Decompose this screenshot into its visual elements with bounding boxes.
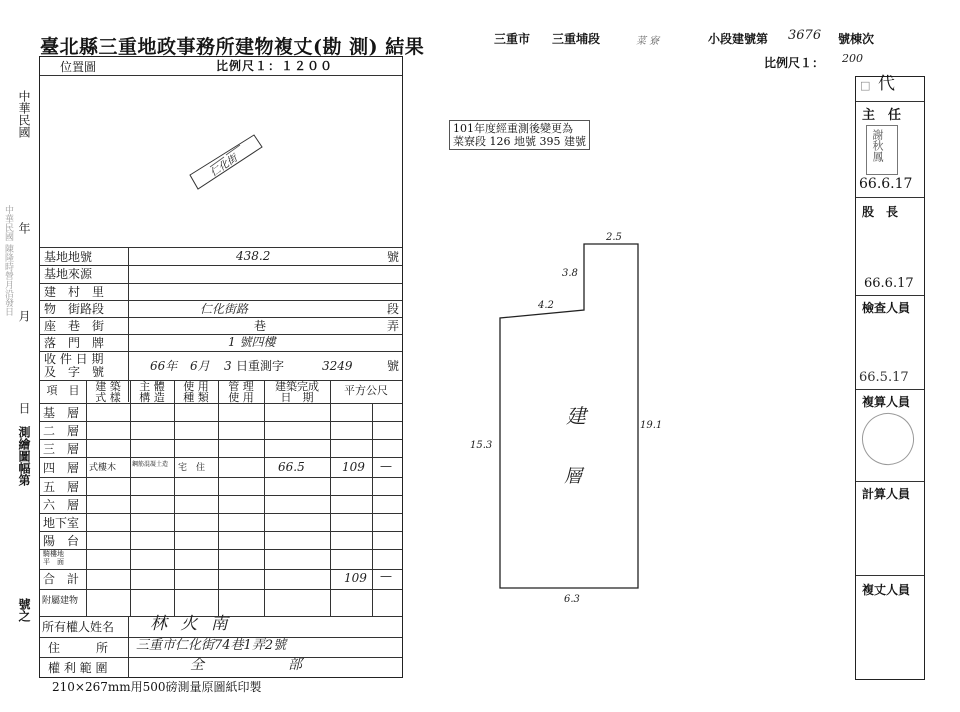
approval-date-2: 66.6.17	[864, 276, 914, 291]
door-label: 落 門 牌	[44, 336, 105, 350]
plan-scale: 比例尺１：	[764, 56, 825, 70]
side-label-republic: 中華民國	[17, 90, 31, 138]
approval-box1-corner: □	[860, 79, 871, 92]
dim-top: 2.5	[606, 232, 622, 243]
side-label-survey-sheet: 測繪圖幅第	[17, 426, 31, 486]
dim-left: 15.3	[470, 440, 493, 451]
floor-row-arcade: 騎樓地 平 面	[43, 550, 64, 566]
remeasure-note-line2: 菜寮段 126 地號 395 建號	[453, 135, 586, 148]
side-label-day: 日	[17, 402, 31, 414]
floor4-area: 109	[342, 460, 365, 474]
form-title: 臺北縣三重地政事務所建物複丈(勘 測) 結果	[40, 36, 425, 58]
receipt-label-2: 及 字 號	[44, 365, 105, 379]
side-label-year: 年	[17, 222, 31, 234]
calc-label: 計算人員	[862, 487, 911, 501]
road-label: 物 街路段	[44, 302, 105, 316]
dim-right: 19.1	[640, 420, 663, 431]
receipt-day: 3	[224, 359, 232, 373]
header-complete-date: 建築完成 日 期	[275, 380, 319, 404]
floor-row-basement: 地下室	[43, 516, 80, 530]
floor-row-6: 六 層	[43, 498, 80, 512]
floor-row-total: 合 計	[43, 572, 80, 586]
header-mgmt: 管 理 使 用	[228, 380, 254, 404]
rights-value-1: 全	[190, 657, 204, 673]
road-value: 仁化街路	[200, 302, 249, 316]
village-label: 建 村 里	[44, 285, 105, 299]
plan-sub-section: 菜 寮	[636, 36, 660, 47]
plan-suffix: 號棟次	[838, 32, 875, 46]
base-lot-label: 基地地號	[44, 250, 93, 264]
side-label-month: 月	[17, 310, 31, 322]
receipt-label-1: 收 件 日 期	[44, 352, 104, 366]
approval-box1: 代	[878, 74, 895, 94]
header-structure: 主 體 構 造	[139, 380, 165, 404]
remeasure-note-line1: 101年度經重測後變更為	[453, 122, 573, 135]
lane-word: 巷	[254, 319, 267, 333]
owner-value: 林 火 南	[150, 614, 232, 634]
resurvey-label: 複丈人員	[862, 583, 911, 597]
floor4-use: 宅 住	[178, 463, 206, 473]
door-value: 1 號四樓	[228, 335, 276, 349]
plan-city: 三重市	[494, 32, 531, 46]
floor-row-3: 三 層	[43, 442, 80, 456]
plan-label-building: 建	[566, 404, 586, 428]
floor4-structure: 鋼筋混凝土造	[132, 461, 169, 468]
form-footer: 210×267mm用500磅測量原圖紙印製	[52, 680, 262, 694]
map-scale-label: 比例尺１：１２００	[216, 59, 334, 73]
lane-label: 座 巷 街	[44, 319, 105, 333]
floor-row-balcony: 陽 台	[43, 534, 80, 548]
header-item: 項 目	[46, 384, 80, 397]
floor4-date: 66.5	[278, 460, 305, 474]
total-area: 109	[344, 571, 367, 585]
director-label: 主 任	[862, 108, 902, 123]
recalc-label: 複算人員	[862, 395, 911, 409]
director-seal-name: 謝秋鳳	[871, 129, 884, 162]
plan-scale-value: 200	[842, 52, 863, 65]
floor4-dash: —	[380, 459, 392, 473]
section-word: 段	[386, 302, 399, 316]
dim-step-vertical: 3.8	[562, 268, 578, 279]
map-street-handwriting: 仁化街	[208, 153, 240, 180]
inspector-label: 檢查人員	[862, 301, 911, 315]
approval-date-3: 66.5.17	[859, 370, 909, 385]
base-lot-value: 438.2	[236, 249, 271, 263]
header-area: 平方公尺	[344, 384, 388, 397]
round-seal	[855, 406, 922, 473]
floor-row-2: 二 層	[43, 424, 80, 438]
dim-bottom: 6.3	[564, 594, 580, 605]
receipt-no: 3249	[322, 359, 353, 373]
alley-word: 弄	[386, 319, 399, 333]
header-use: 使 用 種 類	[183, 380, 209, 404]
total-dash: —	[380, 569, 392, 583]
receipt-hao: 號	[386, 359, 399, 373]
owner-label: 所有權人姓名	[42, 620, 115, 634]
side-label-faint: 中華民國 陳隆時營月沿發日	[3, 205, 13, 316]
plan-section: 三重埔段	[552, 32, 601, 46]
receipt-year: 66年	[150, 359, 178, 373]
floor-row-4: 四 層	[43, 461, 80, 475]
approval-column	[855, 76, 925, 680]
base-origin-label: 基地來源	[44, 267, 93, 281]
dim-step-horizontal: 4.2	[538, 300, 554, 311]
location-map-label: 位置圖	[60, 60, 97, 74]
floor-row-5: 五 層	[43, 480, 80, 494]
rights-value-2: 部	[288, 657, 302, 673]
floor-row-annex: 附屬建物	[42, 596, 79, 606]
floor4-style: 式樓木	[89, 463, 117, 473]
plan-build-no: 3676	[788, 28, 822, 43]
approval-date-1: 66.6.17	[859, 176, 913, 192]
plan-small-section: 小段建號第	[708, 32, 769, 46]
header-style: 建 築 式 樣	[95, 380, 121, 404]
address-label: 住 所	[48, 641, 109, 655]
receipt-mid: 日重測字	[236, 359, 285, 373]
survey-form-table	[39, 56, 403, 678]
side-label-number: 號之	[17, 598, 31, 622]
base-lot-hao: 號	[386, 250, 399, 264]
receipt-month: 6月	[190, 359, 210, 373]
chief-label: 股 長	[862, 205, 899, 219]
plan-label-floor: 層	[564, 466, 582, 487]
address-value: 三重市仁化街74巷1弄2號	[136, 638, 287, 653]
floor-row-1: 基 層	[43, 406, 80, 420]
remeasure-note	[449, 120, 590, 150]
rights-label: 權 利 範 圍	[48, 661, 108, 675]
